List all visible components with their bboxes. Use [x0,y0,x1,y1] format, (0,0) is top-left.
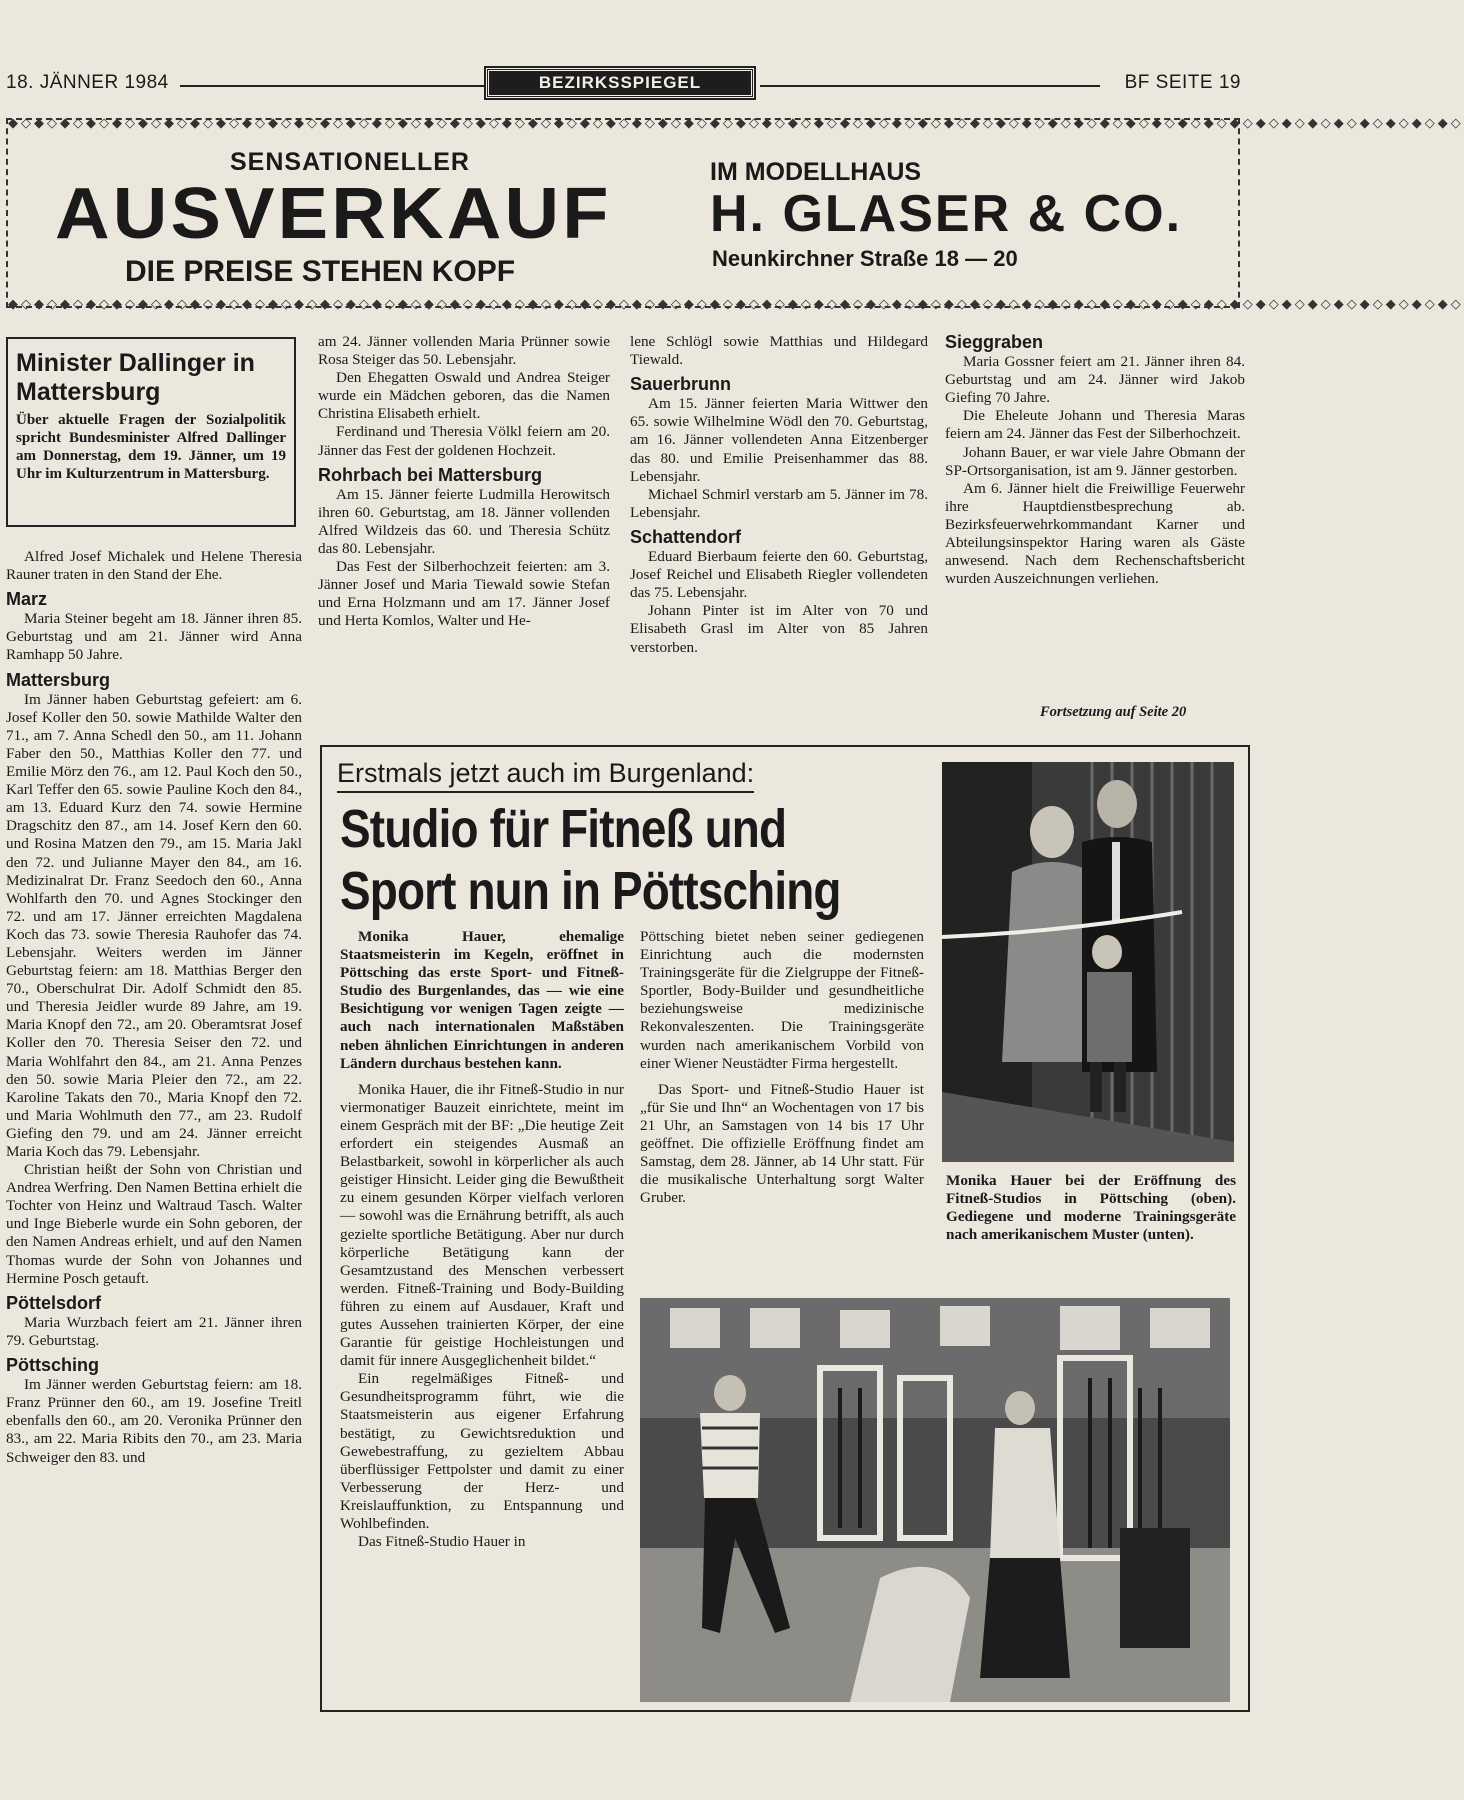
section-heading-marz: Marz [6,589,48,610]
article-paragraph: Ferdinand und Theresia Völkl feiern am 20. Jänner das Fest der goldenen Hochzeit. [318,423,610,459]
article-paragraph: Johann Bauer, er war viele Jahre Obmann der SP-Ortsorganisation, ist am 9. Jänner gestorben. [945,443,1245,479]
column-4 [945,333,1245,588]
article-paragraph: Die Eheleute Johann und Theresia Maras feiern am 24. Jänner das Fest der Silberhochzeit. [945,407,1245,443]
gym-photo-image [640,1298,1230,1702]
ad-company: H. GLASER & CO. [710,185,1183,243]
issue-date: 18. JÄNNER 1984 [6,72,169,93]
article-paragraph: Monika Hauer, die ihr Fitneß-Studio in nur viermonatiger Bauzeit einrichtete, meint im einem Gespräch mit der BF: „Die heutige Zeit erfordert ein steigendes Ausmaß an Belastbarkeit, sowohl in körperlicher als auch geistiger Hinsicht. Leider ging die Bewußtheit zu einem gesunden Körper vielfach verloren — sowohl was die Ernährung betrifft, als auch gezielte sportliche Betätigung. Aber nur durch körperliche Betätigung kann der Gesamtzustand des Menschen verbessert werden. Fitneß-Training und Body-Building führen zu einem auf Ausdauer, Kraft und gutes Aussehen trainierten Körper, der eine Garantie für geistige Hochleistungen und damit für innere Ausgeglichenheit bildet.“ [340,1080,624,1370]
story-headline: Studio für Fitneß und Sport nun in Pöttsching [340,799,841,921]
article-paragraph: Ein regelmäßiges Fitneß- und Gesundheitsprogramm führt, wie die Staatsmeisterin aus eigener Erfahrung bestätigt, zu Gewichtsreduktion und Gewebestraffung, zu gezieltem Abbau überflüssiger Fettpolster und damit zu einer Verbesserung der Herz- und Kreislauffunktion, zu Entspannung und Wohlbefinden. [340,1370,624,1532]
article-paragraph: Maria Wurzbach feiert am 21. Jänner ihren 79. Geburtstag. [6,1313,302,1349]
section-heading-schattendorf: Schattendorf [630,526,742,547]
story-lead [340,928,624,1073]
article-paragraph: Das Fest der Silberhochzeit feierten: am 3. Jänner Josef und Maria Tiewald sowie Stefan und Erna Holzmann und am 17. Jänner Josef und Herta Komlos, Walter und He- [318,558,610,630]
header-rule-left [180,85,485,87]
photo-caption: Monika Hauer bei der Eröffnung des Fitneß-Studios in Pöttsching (oben). Gediegene und moderne Trainingsgeräte nach amerikanischem Muster (unten). [946,1172,1236,1243]
article-paragraph: Das Fitneß-Studio Hauer in [358,1533,526,1551]
continued-note: Fortsetzung auf Seite 20 [1040,704,1187,720]
article-paragraph: Maria Gossner feiert am 21. Jänner ihren 84. Geburtstag und am 24. Jänner wird Jakob Giefing 70 Jahre. [945,353,1245,407]
article-paragraph: Eduard Bierbaum feierte den 60. Geburtstag, Josef Reichel und Elisabeth Riegler vollendeten das 75. Lebensjahr. [630,548,928,602]
story-kicker: Erstmals jetzt auch im Burgenland: [337,758,754,793]
column-1 [6,548,302,1467]
article-paragraph: Alfred Josef Michalek und Helene Theresia Rauner traten in den Stand der Ehe. [6,548,302,584]
article-paragraph: Johann Pinter ist im Alter von 70 und Elisabeth Grasl im Alter von 85 Jahren verstorben. [630,602,928,656]
article-paragraph: am 24. Jänner vollenden Maria Prünner sowie Rosa Steiger das 50. Lebensjahr. [318,333,610,369]
article-paragraph: lene Schlögl sowie Matthias und Hildegard Tiewald. [630,333,928,369]
article-paragraph: Den Ehegatten Oswald und Andrea Steiger wurde ein Mädchen geboren, das die Namen Christina Elisabeth erhielt. [318,369,610,423]
column-3 [630,333,928,657]
article-paragraph: Im Jänner haben Geburtstag gefeiert: am 6. Josef Koller den 50. sowie Mathilde Walter den 71., am 7. Anna Schedl den 50., am 11. Johann Faber den 50., Matthias Koller den 77. und Emilie Mörz den 76., am 12. Paul Koch den 50., Karl Teffer den 65. sowie Pauline Koch den 84., am 13. Eduard Kurz den 74. sowie Hermine Dragschitz den 87., am 14. Josef Kern den 60. und Rosina Matzen den 79., am 15. Maria Jakl den 72. und Julianne Mayer den 84., am 16. Medizinalrat Dr. Franz Seedoch den 60., Anna Wohlfarth den 70. und Agnes Stockinger den 72. und am 17. Jänner erreichten Magdalena Koch das 73. sowie Theresia Rauhofer das 74. Lebensjahr. Weiters werden im Jänner Geburtstag feiern: am 18. Matthias Berger den 70., Oberschulrat Dir. Adolf Schmidt den 85. und Theresia Jeidler wurde 89 Jahre, am 19. Maria Knopf den 72., am 20. Oberamtsrat Josef Koller den 70. Theresia Seiser den 72. und Maria Wohlfahrt den 84., am 21. Anna Penzes den 50. sowie Maria Pleier den 72., am 22. Karoline Takats den 70., Maria Knopf den 72. und Maria Wohlmuth den 77., am 23. Rudolf Giefing den 79. und am 24. Jänner erreicht Maria Koch das 79. Lebensjahr. [6,690,302,1160]
ad-location-label: IM MODELLHAUS [710,158,922,186]
gym-photo [640,1298,1230,1702]
diamond-border-top: ◆◇◆◇◆◇◆◇◆◇◆◇◆◇◆◇◆◇◆◇◆◇◆◇◆◇◆◇◆◇◆◇◆◇◆◇◆◇◆◇◆◇◆◇◆◇◆◇◆◇◆◇◆◇◆◇◆◇◆◇◆◇◆◇◆◇◆◇◆◇◆◇◆◇◆◇◆◇◆◇◆◇◆◇◆◇◆◇◆◇◆◇◆◇◆◇◆◇◆◇◆◇◆◇◆◇◆◇◆◇◆◇ [8,116,1464,131]
section-heading-rohrbach: Rohrbach bei Mattersburg [318,464,543,485]
column-2 [318,333,610,631]
story-lead-name: Monika Hauer, [358,928,506,945]
story-lead-text: ehemalige Staatsmeisterin im Kegeln, eröffnet in Pöttsching das erste Sport- und Fitneß-Studio des Burgenlandes, das — wie eine Besichtigung vor wenigen Tagen zeigte — auch nach internationalen Maßstäben neben ähnlichen Einrichtungen in anderen Ländern durchaus bestehen kann. [340,928,625,1072]
section-heading-mattersburg: Mattersburg [6,669,111,690]
opening-photo [942,762,1234,1162]
article-paragraph: Am 15. Jänner feierten Maria Wittwer den 65. sowie Wilhelmine Wödl den 70. Geburtstag, am 16. Jänner vollendeten Anna Eitzenberger das 80. und Emilie Preisenhammer das 88. Lebensjahr. [630,395,928,485]
section-heading-poettelsdorf: Pöttelsdorf [6,1292,102,1313]
story-column-2 [640,928,924,1207]
ad-address: Neunkirchner Straße 18 — 20 [712,246,1018,271]
article-paragraph: Das Sport- und Fitneß-Studio Hauer ist „für Sie und Ihn“ an Wochentagen von 17 bis 21 Uhr, an Samstagen von 14 bis 17 Uhr geöffnet. Die offizielle Eröffnung findet am Samstag, dem 28. Jänner, ab 14 Uhr statt. Für die musikalische Unterhaltung sorgt Walter Gruber. [640,1080,924,1207]
article-paragraph: Am 15. Jänner feierte Ludmilla Herowitsch ihren 60. Geburtstag, am 18. Jänner vollenden Alfred Wildzeis das 60. und Theresia Schütz das 80. Lebensjahr. [318,485,610,558]
notice-text: Über aktuelle Fragen der Sozialpolitik spricht Bundesminister Alfred Dallinger am Donnerstag, dem 19. Jänner, um 19 Uhr im Kulturzentrum in Mattersburg. [16,412,286,482]
section-label: BEZIRKSSPIEGEL [486,68,754,98]
section-heading-sieggraben: Sieggraben [945,332,1044,352]
article-paragraph: Maria Steiner begeht am 18. Jänner ihren 85. Geburtstag und am 21. Jänner wird Anna Ramhapp 50 Jahre. [6,610,302,664]
ad-headline: AUSVERKAUF [55,174,612,254]
article-paragraph: Pöttsching bietet neben seiner gediegenen Einrichtung auch die modernsten Trainingsgeräte für die Zielgruppe der Fitneß-Sportler, Body-Builder und gesundheitliche beziehungsweise medizinische Rekonvaleszenten. Die Trainingsgeräte wurden nach amerikanischem Vorbild von einer Wiener Neustädter Firma hergestellt. [640,928,924,1072]
section-heading-poettsching: Pöttsching [6,1355,99,1376]
minister-notice-box [6,337,296,527]
article-paragraph: Christian heißt der Sohn von Christian und Andrea Werfring. Den Namen Bettina erhielt die Tochter von Heinz und Waltraud Tasch. Walter und Inge Bieberle wurde ein Sohn geboren, der den Namen Andreas erhielt, und auf den Namen Thomas wurde der Sohn von Johannes und Hermine Posch getauft. [6,1161,302,1287]
article-paragraph: Im Jänner werden Geburtstag feiern: am 18. Franz Prünner den 60., am 19. Josefine Treitl ebenfalls den 60., am 20. Veronika Prünner den 83., am 22. Maria Ribits den 70., am 23. Maria Schweiger den 83. und [6,1376,302,1466]
section-heading-sauerbrunn: Sauerbrunn [630,374,732,395]
story-column-1 [340,928,624,1551]
ad-tagline: SENSATIONELLER [230,148,470,176]
header-rule-right [760,85,1100,87]
ad-subline: DIE PREISE STEHEN KOPF [125,255,516,288]
notice-title: Minister Dallinger in Mattersburg [16,349,255,406]
article-paragraph: Michael Schmirl verstarb am 5. Jänner im 78. Lebensjahr. [630,485,928,521]
diamond-border-bottom: ◆◇◆◇◆◇◆◇◆◇◆◇◆◇◆◇◆◇◆◇◆◇◆◇◆◇◆◇◆◇◆◇◆◇◆◇◆◇◆◇◆◇◆◇◆◇◆◇◆◇◆◇◆◇◆◇◆◇◆◇◆◇◆◇◆◇◆◇◆◇◆◇◆◇◆◇◆◇◆◇◆◇◆◇◆◇◆◇◆◇◆◇◆◇◆◇◆◇◆◇◆◇◆◇◆◇◆◇◆◇◆◇ [8,297,1464,312]
opening-photo-image [942,762,1234,1162]
article-paragraph: Am 6. Jänner hielt die Freiwillige Feuerwehr ihre Hauptdienstbesprechung ab. Bezirksfeuerwehrkommandant Karner und Abteilungsinspektor Haring waren als Gäste anwesend. Nach dem Rechenschaftsbericht wurden Auszeichnungen verliehen. [945,479,1245,588]
page-number: BF SEITE 19 [1124,72,1241,93]
